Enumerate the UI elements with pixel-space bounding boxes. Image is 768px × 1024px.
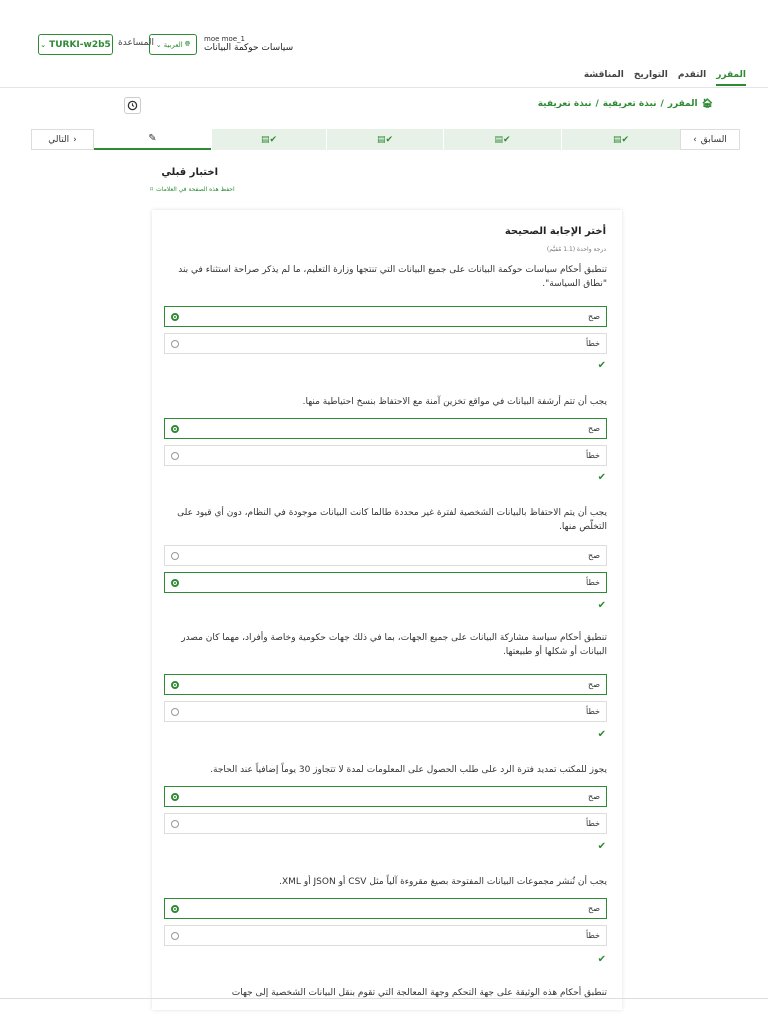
- sequence-unit-completed[interactable]: [211, 129, 326, 150]
- language-label: العربية: [163, 40, 183, 49]
- bookmark-button[interactable]: [150, 186, 235, 193]
- radio-button[interactable]: [171, 820, 179, 828]
- option-label: خطأ: [586, 931, 600, 940]
- option-false[interactable]: [164, 333, 607, 354]
- radio-button[interactable]: [171, 681, 179, 689]
- breadcrumb-course[interactable]: المقرر: [667, 99, 698, 109]
- tab-discussion[interactable]: المناقشة: [583, 70, 624, 80]
- chevron-right-icon: ›: [73, 134, 77, 145]
- breadcrumb-subsection[interactable]: نبذة تعريفية: [537, 99, 592, 109]
- option-label: صح: [588, 424, 600, 433]
- question-text: يجب أن يتم الاحتفاظ بالبيانات الشخصية لفترة غير محددة طالما كانت البيانات موجودة في النظام، دون أي قيود على التخلّص منها.: [177, 508, 607, 532]
- question-text: تنطبق أحكام سياسات حوكمة البيانات على جميع البيانات التي تنتجها وزارة التعليم، ما لم يذكر صراحة استثناء في بند "نطاق السياسة".: [178, 265, 607, 289]
- option-label: خطأ: [586, 339, 600, 348]
- question-text: تنطبق أحكام هذه الوثيقة على جهة التحكم وجهة المعالجة التي تقوم بنقل البيانات الشخصية إلى جهات: [231, 988, 607, 998]
- option-label: صح: [588, 680, 600, 689]
- correct-check-icon: ✔: [597, 472, 606, 483]
- question-text: يجوز للمكتب تمديد فترة الرد على طلب الحصول على المعلومات لمدة لا تتجاوز 30 يوماً إضافياً عند الحاجة.: [210, 765, 607, 775]
- sequence-unit-completed[interactable]: [326, 129, 443, 150]
- problem-points: درجة واحدة (1.1 مُقيَّم): [546, 246, 606, 253]
- chevron-down-icon: ⌄: [40, 40, 47, 49]
- tab-progress[interactable]: التقدم: [677, 70, 707, 80]
- option-true[interactable]: [164, 786, 607, 807]
- previous-label: السابق: [700, 134, 727, 145]
- option-false[interactable]: [164, 701, 607, 722]
- option-false[interactable]: [164, 925, 607, 946]
- tab-dates[interactable]: التواريخ: [633, 70, 668, 80]
- top-header: [0, 0, 768, 88]
- option-label: صح: [588, 551, 600, 560]
- username: moe moe_1: [204, 35, 245, 43]
- radio-button[interactable]: [171, 340, 179, 348]
- sequence-unit-completed[interactable]: [443, 129, 561, 150]
- correct-check-icon: ✔: [597, 360, 606, 371]
- radio-button[interactable]: [171, 425, 179, 433]
- previous-button[interactable]: [680, 129, 740, 150]
- question-text: يجب أن تتم أرشفة البيانات في مواقع تخزين آمنة مع الاحتفاظ بنسخ احتياطية منها.: [302, 397, 607, 407]
- viewport-edge: [0, 998, 768, 999]
- option-false[interactable]: [164, 445, 607, 466]
- radio-button[interactable]: [171, 552, 179, 560]
- sequence-unit-completed[interactable]: [561, 129, 680, 150]
- question-text: تنطبق أحكام سياسة مشاركة البيانات على جميع الجهات، بما في ذلك جهات حكومية وخاصة وأفراد، مهما كان مصدر البيانات أو شكلها أو طبيعتها.: [181, 633, 607, 657]
- option-true[interactable]: [164, 898, 607, 919]
- next-button[interactable]: [31, 129, 94, 150]
- course-tabs: [584, 70, 746, 86]
- breadcrumb: [538, 99, 713, 109]
- chevron-left-icon: ‹: [693, 134, 697, 145]
- option-false[interactable]: [164, 813, 607, 834]
- option-label: خطأ: [586, 707, 600, 716]
- radio-button[interactable]: [171, 452, 179, 460]
- sequence-navigation: [31, 129, 740, 150]
- correct-check-icon: ✔: [597, 954, 606, 965]
- bookmark-label: احفظ هذه الصفحة في العلامات: [156, 186, 235, 193]
- quiz-title: اختبار قبلي: [161, 167, 218, 178]
- sequence-unit-current[interactable]: [94, 129, 211, 150]
- option-label: صح: [588, 792, 600, 801]
- help-link[interactable]: المساعدة: [118, 38, 155, 48]
- correct-check-icon: ✔: [597, 729, 606, 740]
- problem-card: [152, 210, 622, 1010]
- option-true[interactable]: [164, 418, 607, 439]
- radio-button[interactable]: [171, 793, 179, 801]
- next-label: التالي: [48, 134, 70, 145]
- option-label: خطأ: [586, 819, 600, 828]
- radio-button[interactable]: [171, 313, 179, 321]
- option-true[interactable]: [164, 306, 607, 327]
- option-label: خطأ: [586, 578, 600, 587]
- option-label: صح: [588, 904, 600, 913]
- user-menu-label: TURKI-w2b5: [49, 39, 111, 50]
- chevron-down-icon: ⌄: [155, 40, 162, 49]
- radio-button[interactable]: [171, 708, 179, 716]
- book-check-icon: ▤✔: [612, 134, 630, 145]
- globe-icon: 🌐︎: [184, 40, 191, 48]
- edit-icon: ✎: [148, 133, 157, 144]
- problem-heading: أختر الإجابة الصحيحة: [504, 226, 606, 237]
- course-title: سياسات حوكمة البيانات: [204, 43, 294, 53]
- clock-icon[interactable]: [124, 97, 141, 114]
- radio-button[interactable]: [171, 579, 179, 587]
- header-divider: [0, 87, 768, 88]
- breadcrumb-sep: /: [595, 99, 599, 109]
- course-info: [204, 35, 293, 53]
- correct-check-icon: ✔: [597, 841, 606, 852]
- book-check-icon: ▤✔: [260, 134, 278, 145]
- breadcrumb-section[interactable]: نبذة تعريفية: [602, 99, 657, 109]
- radio-button[interactable]: [171, 932, 179, 940]
- book-check-icon: ▤✔: [376, 134, 394, 145]
- option-false[interactable]: [164, 572, 607, 593]
- option-true[interactable]: [164, 545, 607, 566]
- language-select[interactable]: [149, 34, 197, 55]
- tab-course[interactable]: المقرر: [716, 70, 746, 86]
- option-true[interactable]: [164, 674, 607, 695]
- correct-check-icon: ✔: [597, 600, 606, 611]
- radio-button[interactable]: [171, 905, 179, 913]
- home-icon[interactable]: 🏠︎: [701, 99, 713, 109]
- question-text: يجب أن تُنشر مجموعات البيانات المفتوحة بصيغ مقروءة آلياً مثل CSV أو JSON أو XML.: [279, 877, 607, 887]
- option-label: خطأ: [586, 451, 600, 460]
- user-menu-button[interactable]: [38, 34, 113, 55]
- book-check-icon: ▤✔: [494, 134, 511, 145]
- bookmark-icon: ⌑: [150, 186, 154, 193]
- option-label: صح: [588, 312, 600, 321]
- breadcrumb-sep: /: [660, 99, 664, 109]
